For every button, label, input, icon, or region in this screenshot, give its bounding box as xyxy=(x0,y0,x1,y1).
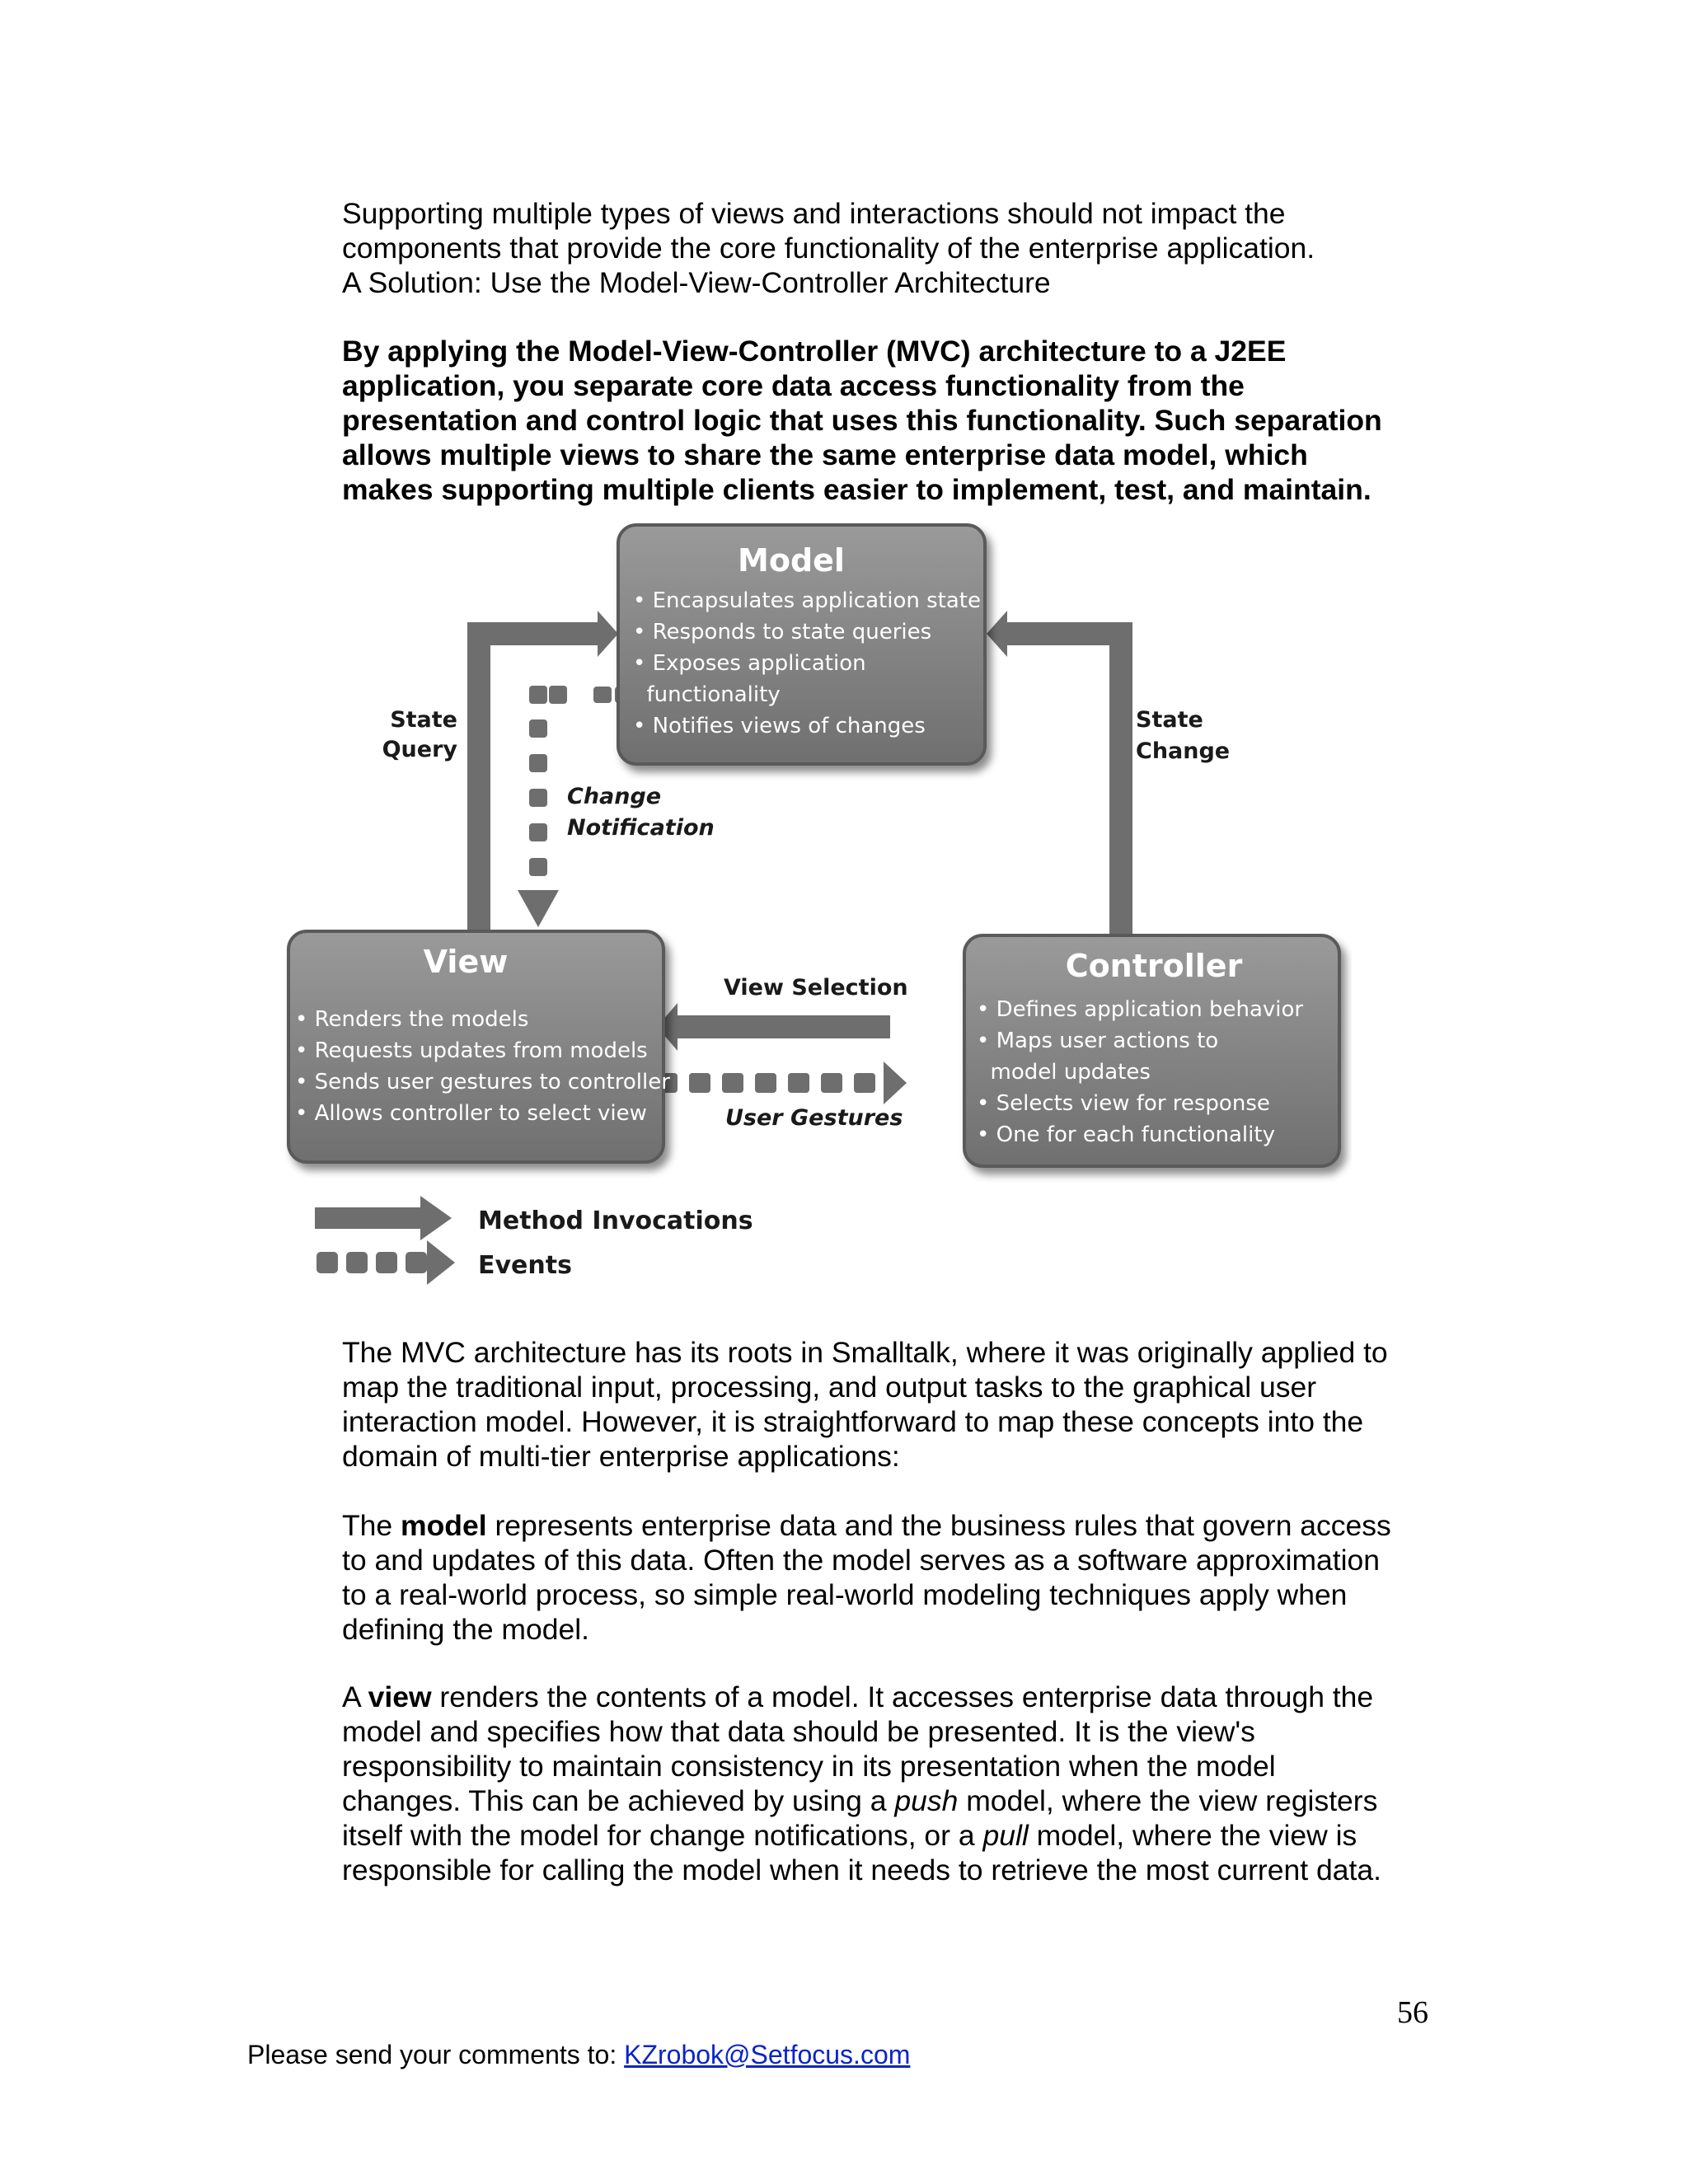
model-definition-paragraph xyxy=(342,1508,1447,1647)
change-notification-label: Notification xyxy=(567,815,715,841)
model-bullet: functionality xyxy=(633,682,781,707)
mvc-history-line: interaction model. However, it is straightforward to map these concepts into the xyxy=(342,1405,1364,1438)
view-definition-paragraph xyxy=(342,1680,1447,1887)
mvc-history-line: domain of multi-tier enterprise applications: xyxy=(342,1440,900,1473)
intro-paragraph xyxy=(342,196,1447,300)
method-invocations-legend-label: Method Invocations xyxy=(478,1207,753,1235)
state-change-label: Change xyxy=(1136,738,1231,764)
text-fragment: model, where the view is xyxy=(1028,1819,1357,1852)
text-fragment: represents enterprise data and the business rules that govern access xyxy=(486,1509,1391,1542)
view-bullet: • Requests updates from models xyxy=(295,1038,648,1063)
model-bullet: • Responds to state queries xyxy=(633,620,932,644)
state-change-label: State xyxy=(1136,707,1203,733)
view-definition-line: responsible for calling the model when it needs to retrieve the most current data. xyxy=(342,1854,1381,1886)
controller-bullet: • One for each functionality xyxy=(977,1122,1275,1147)
state-change-arrow xyxy=(987,611,1132,944)
diagram-legend xyxy=(315,1196,753,1285)
view-bullet: • Renders the models xyxy=(295,1007,529,1032)
state-query-label: State xyxy=(390,707,457,733)
controller-box xyxy=(964,935,1339,1166)
mvc-history-line: The MVC architecture has its roots in Smalltalk, where it was originally applied to xyxy=(342,1336,1388,1369)
view-definition-line xyxy=(342,1680,1447,1714)
view-selection-arrow xyxy=(657,1003,890,1051)
events-legend-arrow xyxy=(316,1252,338,1273)
view-bullet: • Allows controller to select view xyxy=(295,1101,647,1126)
model-title: Model xyxy=(738,542,845,579)
summary-line: makes supporting multiple clients easier to implement, test, and maintain. xyxy=(342,473,1372,506)
summary-line: By applying the Model-View-Controller (MVC) architecture to a J2EE xyxy=(342,335,1287,368)
pull-term: pull xyxy=(982,1819,1029,1852)
view-selection-label: View Selection xyxy=(724,975,908,1001)
text-fragment: A xyxy=(342,1680,368,1713)
controller-title: Controller xyxy=(1065,948,1243,984)
view-term: view xyxy=(368,1680,432,1713)
text-fragment: changes. This can be achieved by using a xyxy=(342,1784,895,1817)
text-fragment: itself with the model for change notifications, or a xyxy=(342,1819,983,1852)
model-bullet: • Notifies views of changes xyxy=(633,714,926,738)
solution-summary xyxy=(342,334,1447,507)
view-bullet: • Sends user gestures to controller xyxy=(295,1070,670,1094)
model-term: model xyxy=(401,1509,487,1542)
footer-text: Please send your comments to: xyxy=(247,2040,625,2069)
summary-line: presentation and control logic that uses this functionality. Such separation xyxy=(342,404,1382,437)
controller-bullet: model updates xyxy=(977,1060,1151,1085)
text-fragment: model, where the view registers xyxy=(958,1784,1378,1817)
view-definition-line: model and specifies how that data should be presented. It is the view's xyxy=(342,1715,1255,1748)
events-legend-label: Events xyxy=(478,1251,572,1280)
change-notification-label: Change xyxy=(567,784,662,809)
summary-line: allows multiple views to share the same enterprise data model, which xyxy=(342,438,1308,471)
user-gestures-label: User Gestures xyxy=(725,1105,903,1131)
model-definition-line: to a real-world process, so simple real-world modeling techniques apply when xyxy=(342,1578,1348,1611)
mvc-history-line: map the traditional input, processing, and output tasks to the graphical user xyxy=(342,1371,1317,1404)
controller-bullet: • Maps user actions to xyxy=(977,1029,1219,1053)
intro-line: components that provide the core functionality of the enterprise application. xyxy=(342,232,1315,265)
intro-line: Supporting multiple types of views and interactions should not impact the xyxy=(342,197,1286,230)
view-definition-line xyxy=(342,1783,1447,1818)
model-box xyxy=(618,525,985,764)
controller-bullet: • Selects view for response xyxy=(977,1091,1270,1116)
user-gestures-arrow xyxy=(659,1062,907,1104)
model-definition-line: defining the model. xyxy=(342,1613,589,1646)
push-term: push xyxy=(894,1784,959,1817)
solution-heading: A Solution: Use the Model-View-Controller Architecture xyxy=(342,266,1051,299)
page-number: 56 xyxy=(1397,1995,1428,2030)
mvc-history-paragraph xyxy=(342,1335,1447,1474)
footer xyxy=(247,2040,910,2070)
state-query-label: Query xyxy=(382,737,457,762)
view-title: View xyxy=(423,944,509,980)
text-fragment: The xyxy=(342,1509,401,1542)
model-definition-line: to and updates of this data. Often the model serves as a software approximation xyxy=(342,1544,1381,1577)
mvc-diagram xyxy=(280,515,1352,1298)
footer-email-link[interactable]: KZrobok@Setfocus.com xyxy=(624,2040,911,2069)
model-definition-line xyxy=(342,1508,1447,1543)
model-bullet: • Exposes application xyxy=(633,651,866,676)
view-box xyxy=(288,931,670,1162)
model-bullet: • Encapsulates application state xyxy=(633,588,981,613)
controller-bullet: • Defines application behavior xyxy=(977,997,1304,1022)
view-definition-line: responsibility to maintain consistency in its presentation when the model xyxy=(342,1750,1276,1783)
text-fragment: renders the contents of a model. It accesses enterprise data through the xyxy=(431,1680,1374,1713)
summary-line: application, you separate core data access functionality from the xyxy=(342,369,1245,402)
method-invocations-legend-arrow xyxy=(315,1207,422,1229)
view-definition-line xyxy=(342,1818,1447,1853)
